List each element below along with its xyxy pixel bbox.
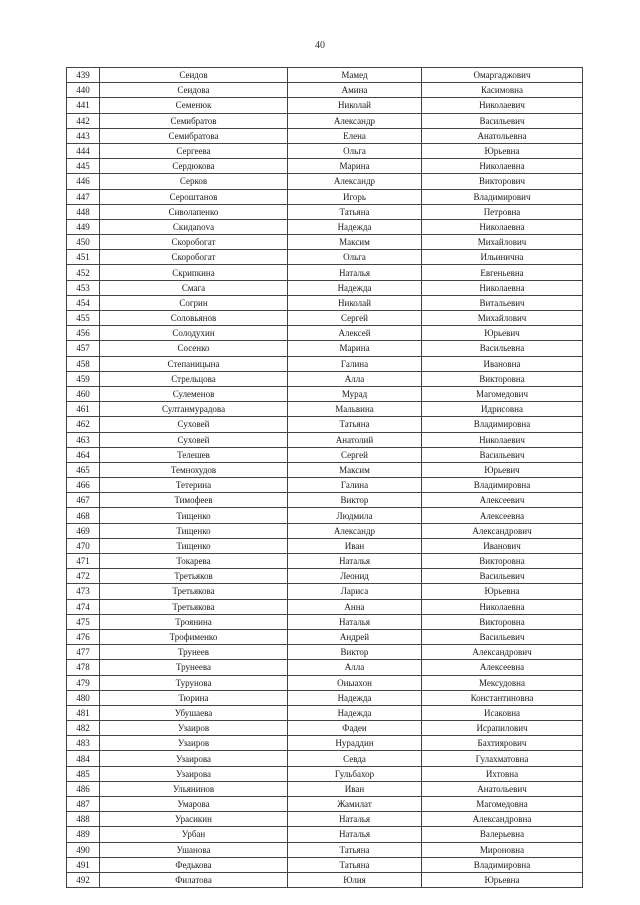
patronymic-cell: Николаевич bbox=[422, 98, 583, 113]
first-name-cell: Амина bbox=[288, 83, 422, 98]
first-name-cell: Алла bbox=[288, 660, 422, 675]
table-row bbox=[67, 295, 583, 310]
row-number: 482 bbox=[67, 721, 100, 736]
table-row bbox=[67, 812, 583, 827]
patronymic-cell: Мексудовна bbox=[422, 675, 583, 690]
first-name-cell: Ольга bbox=[288, 143, 422, 158]
table-row bbox=[67, 827, 583, 842]
table-row bbox=[67, 143, 583, 158]
last-name-cell: Федькова bbox=[100, 857, 288, 872]
table-row bbox=[67, 386, 583, 401]
patronymic-cell: Ихтовна bbox=[422, 766, 583, 781]
patronymic-cell: Гулахматовна bbox=[422, 751, 583, 766]
table-row bbox=[67, 447, 583, 462]
first-name-cell: Надежда bbox=[288, 219, 422, 234]
table-row bbox=[67, 462, 583, 477]
row-number: 466 bbox=[67, 478, 100, 493]
last-name-cell: Сосенко bbox=[100, 341, 288, 356]
last-name-cell: Третьякова bbox=[100, 599, 288, 614]
table-row bbox=[67, 83, 583, 98]
first-name-cell: Николай bbox=[288, 295, 422, 310]
row-number: 474 bbox=[67, 599, 100, 614]
first-name-cell: Сергей bbox=[288, 447, 422, 462]
patronymic-cell: Александрович bbox=[422, 645, 583, 660]
table-row bbox=[67, 326, 583, 341]
table-row bbox=[67, 872, 583, 887]
last-name-cell: Третьякова bbox=[100, 584, 288, 599]
first-name-cell: Надежда bbox=[288, 690, 422, 705]
last-name-cell: Телешев bbox=[100, 447, 288, 462]
last-name-cell: Скрипкина bbox=[100, 265, 288, 280]
first-name-cell: Сергей bbox=[288, 311, 422, 326]
patronymic-cell: Николаевна bbox=[422, 159, 583, 174]
table-row bbox=[67, 417, 583, 432]
row-number: 464 bbox=[67, 447, 100, 462]
row-number: 486 bbox=[67, 781, 100, 796]
last-name-cell: Сердюкова bbox=[100, 159, 288, 174]
last-name-cell: Троянина bbox=[100, 614, 288, 629]
last-name-cell: Темнохудов bbox=[100, 462, 288, 477]
table-row bbox=[67, 311, 583, 326]
first-name-cell: Наталья bbox=[288, 812, 422, 827]
last-name-cell: Сеидов bbox=[100, 68, 288, 83]
row-number: 463 bbox=[67, 432, 100, 447]
last-name-cell: Стрельцова bbox=[100, 371, 288, 386]
page-number: 40 bbox=[315, 40, 325, 51]
row-number: 479 bbox=[67, 675, 100, 690]
last-name-cell: Трунеев bbox=[100, 645, 288, 660]
last-name-cell: Трунеева bbox=[100, 660, 288, 675]
row-number: 484 bbox=[67, 751, 100, 766]
row-number: 473 bbox=[67, 584, 100, 599]
last-name-cell: Трофименко bbox=[100, 629, 288, 644]
patronymic-cell: Юрьевич bbox=[422, 462, 583, 477]
row-number: 451 bbox=[67, 250, 100, 265]
first-name-cell: Марина bbox=[288, 341, 422, 356]
row-number: 446 bbox=[67, 174, 100, 189]
last-name-cell: Сергеева bbox=[100, 143, 288, 158]
first-name-cell: Максим bbox=[288, 462, 422, 477]
row-number: 490 bbox=[67, 842, 100, 857]
last-name-cell: Суховей bbox=[100, 417, 288, 432]
last-name-cell: Скидanova bbox=[100, 219, 288, 234]
table-row bbox=[67, 766, 583, 781]
table-row bbox=[67, 629, 583, 644]
last-name-cell: Сероштанов bbox=[100, 189, 288, 204]
patronymic-cell: Васильевна bbox=[422, 341, 583, 356]
row-number: 460 bbox=[67, 386, 100, 401]
patronymic-cell: Витальевич bbox=[422, 295, 583, 310]
first-name-cell: Иван bbox=[288, 781, 422, 796]
patronymic-cell: Исаковна bbox=[422, 705, 583, 720]
patronymic-cell: Касимовна bbox=[422, 83, 583, 98]
first-name-cell: Лариса bbox=[288, 584, 422, 599]
last-name-cell: Семибратов bbox=[100, 113, 288, 128]
row-number: 452 bbox=[67, 265, 100, 280]
row-number: 458 bbox=[67, 356, 100, 371]
first-name-cell: Алла bbox=[288, 371, 422, 386]
row-number: 450 bbox=[67, 235, 100, 250]
row-number: 449 bbox=[67, 219, 100, 234]
patronymic-cell: Александрович bbox=[422, 523, 583, 538]
table-row bbox=[67, 371, 583, 386]
row-number: 471 bbox=[67, 554, 100, 569]
last-name-cell: Суховей bbox=[100, 432, 288, 447]
last-name-cell: Сулеменов bbox=[100, 386, 288, 401]
last-name-cell: Узаиров bbox=[100, 736, 288, 751]
last-name-cell: Тищенко bbox=[100, 538, 288, 553]
row-number: 461 bbox=[67, 402, 100, 417]
row-number: 465 bbox=[67, 462, 100, 477]
table-row bbox=[67, 675, 583, 690]
table-row bbox=[67, 174, 583, 189]
first-name-cell: Нураддин bbox=[288, 736, 422, 751]
patronymic-cell: Васильевич bbox=[422, 629, 583, 644]
table-row bbox=[67, 402, 583, 417]
patronymic-cell: Евгеньевна bbox=[422, 265, 583, 280]
first-name-cell: Севда bbox=[288, 751, 422, 766]
row-number: 480 bbox=[67, 690, 100, 705]
row-number: 442 bbox=[67, 113, 100, 128]
last-name-cell: Скоробогат bbox=[100, 235, 288, 250]
last-name-cell: Урбан bbox=[100, 827, 288, 842]
last-name-cell: Семенюк bbox=[100, 98, 288, 113]
patronymic-cell: Ильинична bbox=[422, 250, 583, 265]
last-name-cell: Тюрина bbox=[100, 690, 288, 705]
row-number: 455 bbox=[67, 311, 100, 326]
row-number: 476 bbox=[67, 629, 100, 644]
first-name-cell: Наталья bbox=[288, 827, 422, 842]
last-name-cell: Узаирова bbox=[100, 766, 288, 781]
first-name-cell: Татьяна bbox=[288, 417, 422, 432]
roster-table bbox=[66, 67, 583, 888]
first-name-cell: Татьяна bbox=[288, 842, 422, 857]
first-name-cell: Александр bbox=[288, 174, 422, 189]
first-name-cell: Елена bbox=[288, 128, 422, 143]
table-row bbox=[67, 781, 583, 796]
row-number: 454 bbox=[67, 295, 100, 310]
table-row bbox=[67, 705, 583, 720]
first-name-cell: Галина bbox=[288, 478, 422, 493]
patronymic-cell: Владимировна bbox=[422, 478, 583, 493]
patronymic-cell: Михайлович bbox=[422, 235, 583, 250]
last-name-cell: Тищенко bbox=[100, 523, 288, 538]
first-name-cell: Николай bbox=[288, 98, 422, 113]
patronymic-cell: Ивановна bbox=[422, 356, 583, 371]
patronymic-cell: Омаргаджович bbox=[422, 68, 583, 83]
table-row bbox=[67, 721, 583, 736]
row-number: 487 bbox=[67, 797, 100, 812]
first-name-cell: Анна bbox=[288, 599, 422, 614]
patronymic-cell: Юрьевна bbox=[422, 872, 583, 887]
patronymic-cell: Викторовна bbox=[422, 371, 583, 386]
row-number: 470 bbox=[67, 538, 100, 553]
first-name-cell: Мальвина bbox=[288, 402, 422, 417]
first-name-cell: Татьяна bbox=[288, 857, 422, 872]
first-name-cell: Александр bbox=[288, 523, 422, 538]
row-number: 441 bbox=[67, 98, 100, 113]
last-name-cell: Семибратова bbox=[100, 128, 288, 143]
table-row bbox=[67, 842, 583, 857]
row-number: 445 bbox=[67, 159, 100, 174]
patronymic-cell: Николаевич bbox=[422, 432, 583, 447]
patronymic-cell: Владимировна bbox=[422, 857, 583, 872]
table-row bbox=[67, 113, 583, 128]
table-row bbox=[67, 614, 583, 629]
first-name-cell: Гульбахор bbox=[288, 766, 422, 781]
first-name-cell: Виктор bbox=[288, 645, 422, 660]
table-row bbox=[67, 204, 583, 219]
patronymic-cell: Юрьевна bbox=[422, 143, 583, 158]
row-number: 477 bbox=[67, 645, 100, 660]
patronymic-cell: Владимировна bbox=[422, 417, 583, 432]
table-row bbox=[67, 751, 583, 766]
row-number: 440 bbox=[67, 83, 100, 98]
table-row bbox=[67, 690, 583, 705]
table-row bbox=[67, 660, 583, 675]
patronymic-cell: Иванович bbox=[422, 538, 583, 553]
row-number: 439 bbox=[67, 68, 100, 83]
row-number: 444 bbox=[67, 143, 100, 158]
table-row bbox=[67, 189, 583, 204]
patronymic-cell: Николаевна bbox=[422, 280, 583, 295]
patronymic-cell: Юрьевна bbox=[422, 584, 583, 599]
table-row bbox=[67, 478, 583, 493]
patronymic-cell: Викторовна bbox=[422, 614, 583, 629]
first-name-cell: Марина bbox=[288, 159, 422, 174]
row-number: 472 bbox=[67, 569, 100, 584]
patronymic-cell: Викторович bbox=[422, 174, 583, 189]
patronymic-cell: Исрапилович bbox=[422, 721, 583, 736]
last-name-cell: Тетерина bbox=[100, 478, 288, 493]
table-row bbox=[67, 159, 583, 174]
table-row bbox=[67, 797, 583, 812]
first-name-cell: Максим bbox=[288, 235, 422, 250]
table-row bbox=[67, 554, 583, 569]
table-row bbox=[67, 219, 583, 234]
row-number: 485 bbox=[67, 766, 100, 781]
first-name-cell: Виктор bbox=[288, 493, 422, 508]
row-number: 467 bbox=[67, 493, 100, 508]
first-name-cell: Ольга bbox=[288, 250, 422, 265]
patronymic-cell: Николаевна bbox=[422, 599, 583, 614]
patronymic-cell: Николаевна bbox=[422, 219, 583, 234]
table-row bbox=[67, 356, 583, 371]
table-row bbox=[67, 341, 583, 356]
last-name-cell: Сиволапенко bbox=[100, 204, 288, 219]
last-name-cell: Смага bbox=[100, 280, 288, 295]
row-number: 483 bbox=[67, 736, 100, 751]
patronymic-cell: Васильевич bbox=[422, 569, 583, 584]
first-name-cell: Анатолий bbox=[288, 432, 422, 447]
first-name-cell: Оиыахон bbox=[288, 675, 422, 690]
table-row bbox=[67, 98, 583, 113]
patronymic-cell: Константиновна bbox=[422, 690, 583, 705]
first-name-cell: Надежда bbox=[288, 705, 422, 720]
first-name-cell: Надежда bbox=[288, 280, 422, 295]
patronymic-cell: Алексеевна bbox=[422, 508, 583, 523]
row-number: 492 bbox=[67, 872, 100, 887]
patronymic-cell: Валерьевна bbox=[422, 827, 583, 842]
table-row bbox=[67, 645, 583, 660]
first-name-cell: Мурад bbox=[288, 386, 422, 401]
roster-body bbox=[67, 68, 583, 888]
last-name-cell: Степаницына bbox=[100, 356, 288, 371]
last-name-cell: Узаирова bbox=[100, 751, 288, 766]
last-name-cell: Серков bbox=[100, 174, 288, 189]
table-row bbox=[67, 265, 583, 280]
table-row bbox=[67, 523, 583, 538]
last-name-cell: Урасикин bbox=[100, 812, 288, 827]
last-name-cell: Узаиров bbox=[100, 721, 288, 736]
table-row bbox=[67, 493, 583, 508]
row-number: 469 bbox=[67, 523, 100, 538]
table-row bbox=[67, 250, 583, 265]
patronymic-cell: Алексеевич bbox=[422, 493, 583, 508]
patronymic-cell: Петровна bbox=[422, 204, 583, 219]
last-name-cell: Тимофеев bbox=[100, 493, 288, 508]
row-number: 459 bbox=[67, 371, 100, 386]
patronymic-cell: Идрисовна bbox=[422, 402, 583, 417]
patronymic-cell: Анатольевич bbox=[422, 781, 583, 796]
last-name-cell: Убушаева bbox=[100, 705, 288, 720]
first-name-cell: Людмила bbox=[288, 508, 422, 523]
first-name-cell: Андрей bbox=[288, 629, 422, 644]
patronymic-cell: Алексеевна bbox=[422, 660, 583, 675]
table-row bbox=[67, 584, 583, 599]
first-name-cell: Жамилат bbox=[288, 797, 422, 812]
table-row bbox=[67, 68, 583, 83]
patronymic-cell: Васильевич bbox=[422, 447, 583, 462]
table-row bbox=[67, 538, 583, 553]
row-number: 478 bbox=[67, 660, 100, 675]
last-name-cell: Солодухин bbox=[100, 326, 288, 341]
last-name-cell: Сеидова bbox=[100, 83, 288, 98]
patronymic-cell: Александровна bbox=[422, 812, 583, 827]
first-name-cell: Фадеи bbox=[288, 721, 422, 736]
last-name-cell: Токарева bbox=[100, 554, 288, 569]
last-name-cell: Третьяков bbox=[100, 569, 288, 584]
row-number: 481 bbox=[67, 705, 100, 720]
first-name-cell: Юлия bbox=[288, 872, 422, 887]
patronymic-cell: Бахтиярович bbox=[422, 736, 583, 751]
table-row bbox=[67, 736, 583, 751]
last-name-cell: Турунова bbox=[100, 675, 288, 690]
last-name-cell: Согрин bbox=[100, 295, 288, 310]
first-name-cell: Леонид bbox=[288, 569, 422, 584]
last-name-cell: Скоробогат bbox=[100, 250, 288, 265]
table-row bbox=[67, 235, 583, 250]
first-name-cell: Иван bbox=[288, 538, 422, 553]
last-name-cell: Филатова bbox=[100, 872, 288, 887]
row-number: 453 bbox=[67, 280, 100, 295]
last-name-cell: Соловьянов bbox=[100, 311, 288, 326]
table-row bbox=[67, 508, 583, 523]
patronymic-cell: Михайлович bbox=[422, 311, 583, 326]
table-row bbox=[67, 432, 583, 447]
first-name-cell: Наталья bbox=[288, 265, 422, 280]
table-row bbox=[67, 128, 583, 143]
first-name-cell: Галина bbox=[288, 356, 422, 371]
row-number: 489 bbox=[67, 827, 100, 842]
first-name-cell: Александр bbox=[288, 113, 422, 128]
last-name-cell: Тищенко bbox=[100, 508, 288, 523]
last-name-cell: Ушанова bbox=[100, 842, 288, 857]
last-name-cell: Ульянинов bbox=[100, 781, 288, 796]
table-row bbox=[67, 280, 583, 295]
row-number: 456 bbox=[67, 326, 100, 341]
row-number: 448 bbox=[67, 204, 100, 219]
first-name-cell: Алексей bbox=[288, 326, 422, 341]
first-name-cell: Мамед bbox=[288, 68, 422, 83]
first-name-cell: Наталья bbox=[288, 554, 422, 569]
patronymic-cell: Анатольевна bbox=[422, 128, 583, 143]
row-number: 457 bbox=[67, 341, 100, 356]
patronymic-cell: Магомедовна bbox=[422, 797, 583, 812]
row-number: 491 bbox=[67, 857, 100, 872]
patronymic-cell: Владимирович bbox=[422, 189, 583, 204]
row-number: 475 bbox=[67, 614, 100, 629]
row-number: 447 bbox=[67, 189, 100, 204]
row-number: 443 bbox=[67, 128, 100, 143]
patronymic-cell: Магомедович bbox=[422, 386, 583, 401]
first-name-cell: Татьяна bbox=[288, 204, 422, 219]
patronymic-cell: Викторовна bbox=[422, 554, 583, 569]
patronymic-cell: Мироновна bbox=[422, 842, 583, 857]
patronymic-cell: Васильевич bbox=[422, 113, 583, 128]
row-number: 468 bbox=[67, 508, 100, 523]
table-row bbox=[67, 569, 583, 584]
first-name-cell: Наталья bbox=[288, 614, 422, 629]
patronymic-cell: Юрьевич bbox=[422, 326, 583, 341]
first-name-cell: Игорь bbox=[288, 189, 422, 204]
row-number: 488 bbox=[67, 812, 100, 827]
table-row bbox=[67, 857, 583, 872]
last-name-cell: Султанмурадова bbox=[100, 402, 288, 417]
table-row bbox=[67, 599, 583, 614]
last-name-cell: Умарова bbox=[100, 797, 288, 812]
row-number: 462 bbox=[67, 417, 100, 432]
